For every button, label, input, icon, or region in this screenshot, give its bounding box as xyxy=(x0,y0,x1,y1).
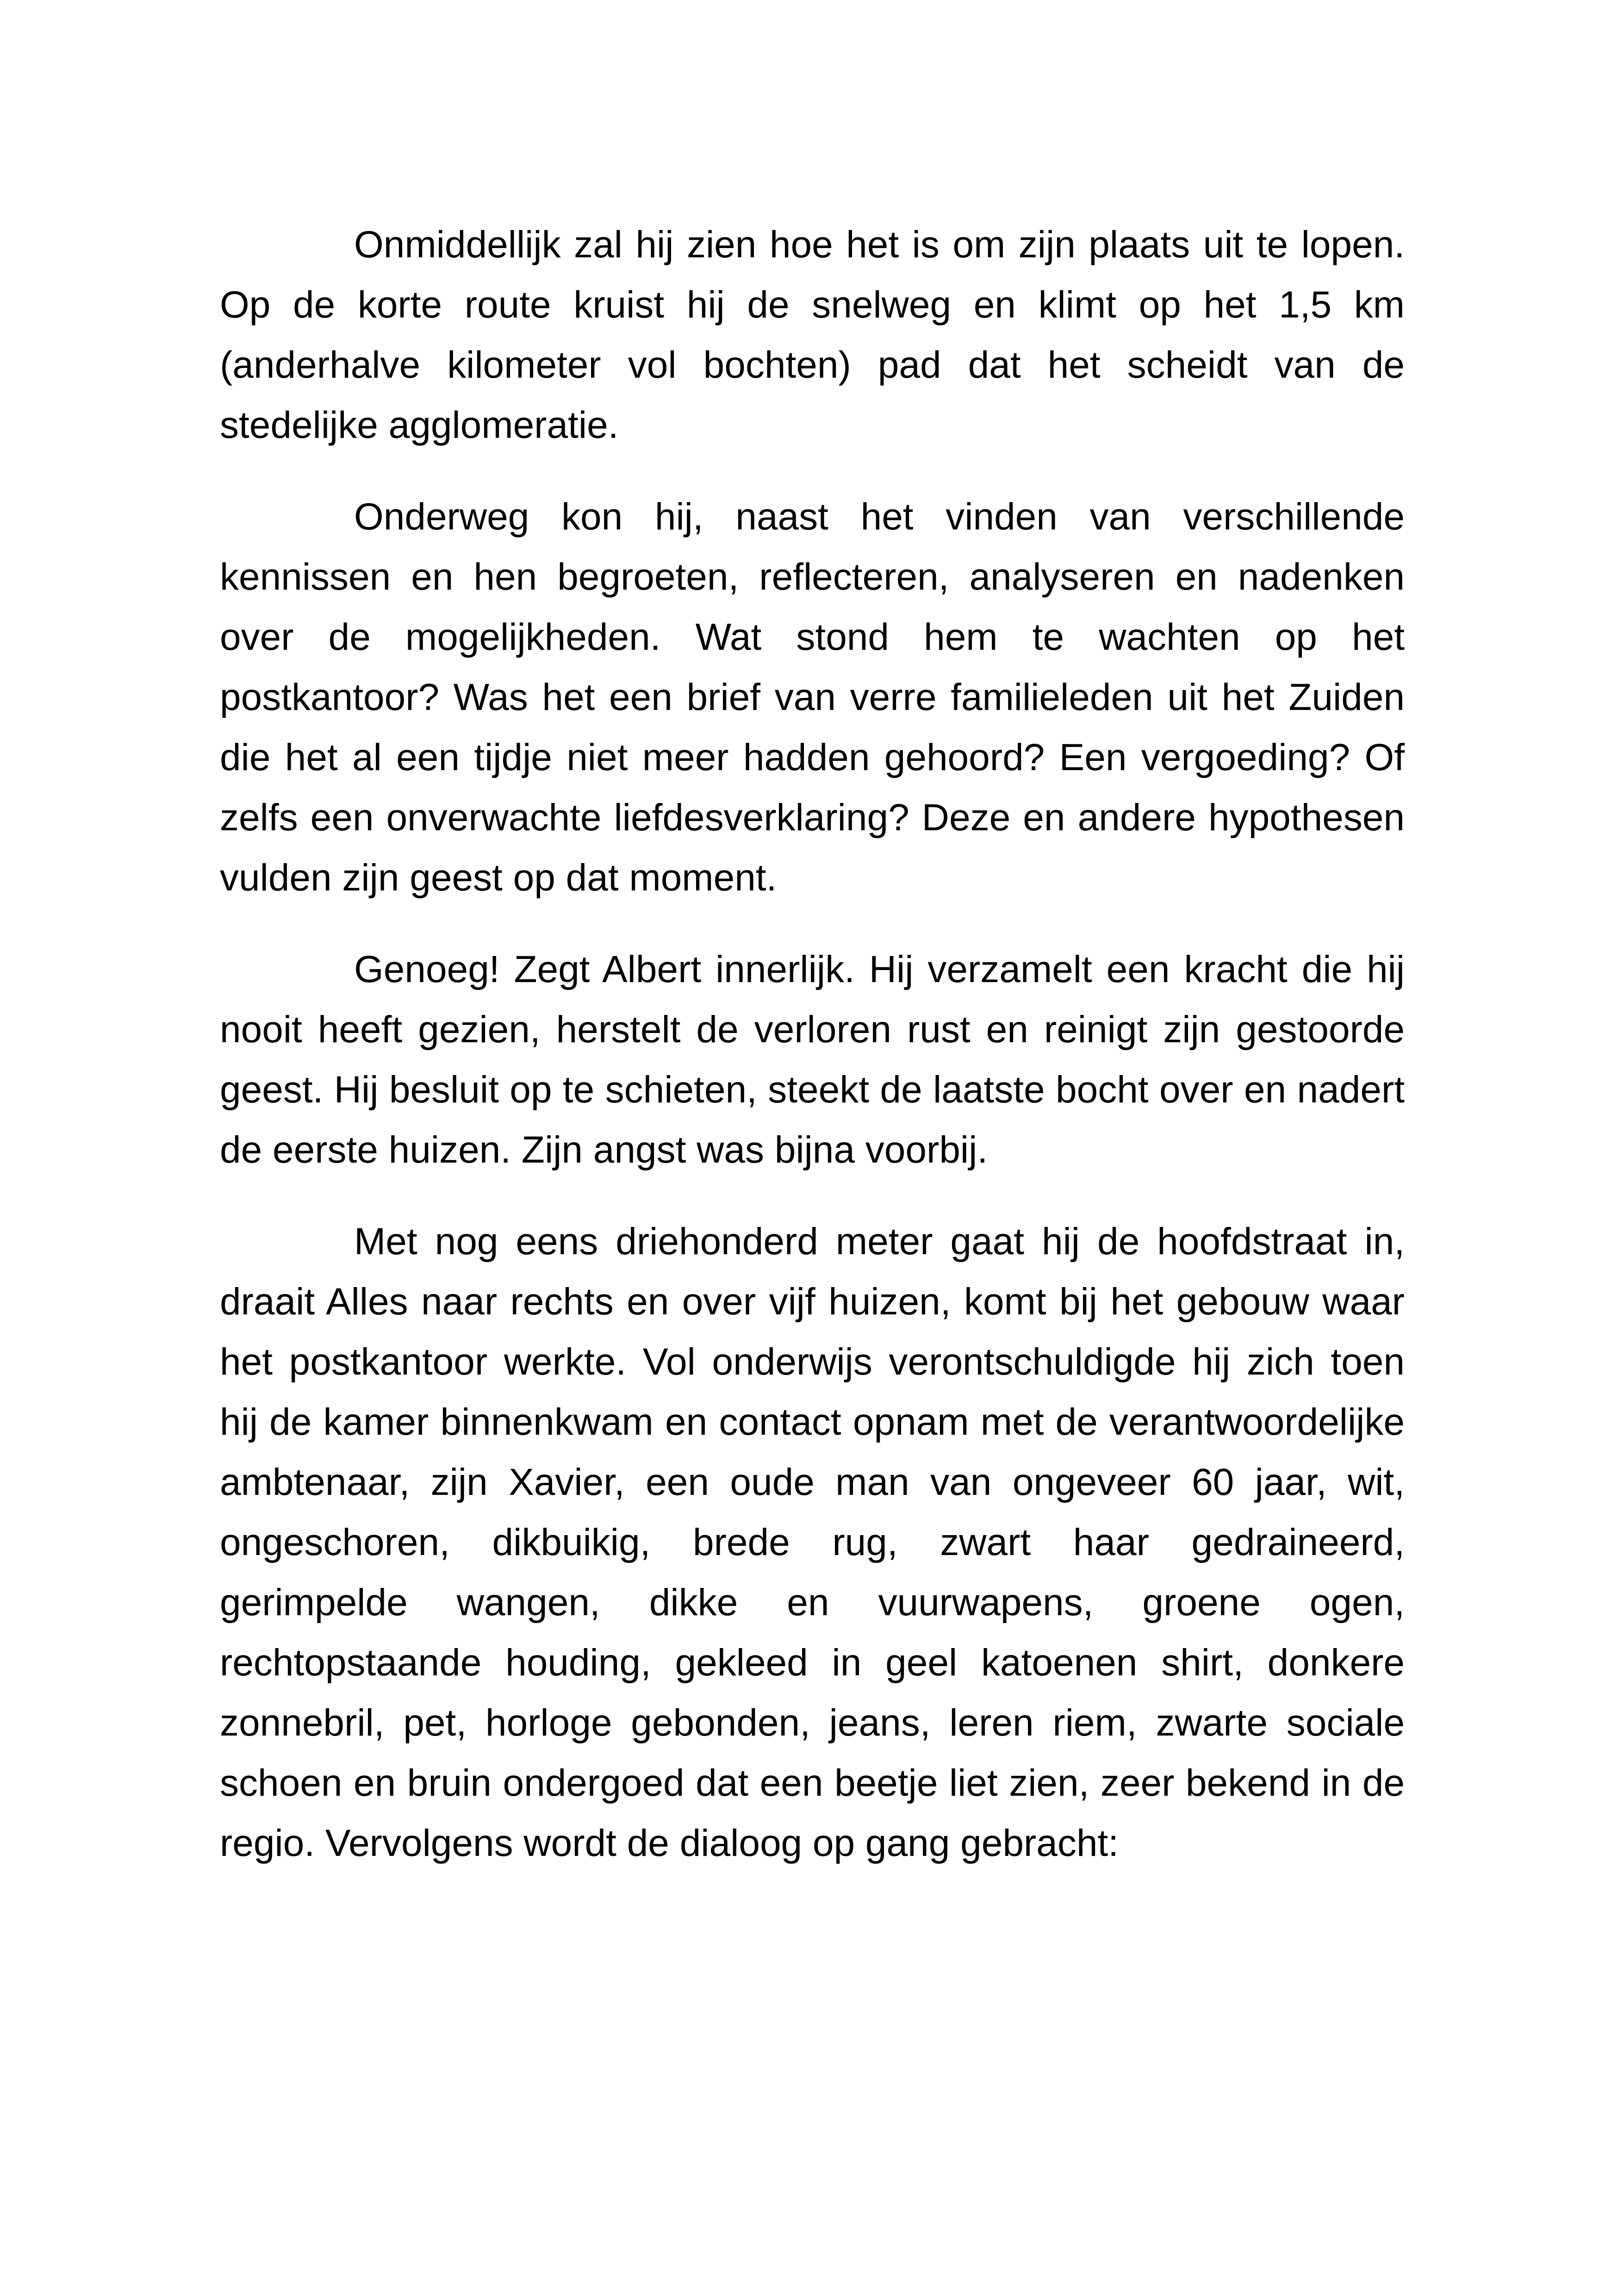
document-body xyxy=(220,215,1405,1873)
paragraph: Onmiddellijk zal hij zien hoe het is om zijn plaats uit te lopen. Op de korte route kruist hij de snelweg en klimt op het 1,5 km (anderhalve kilometer vol bochten) pad dat het scheidt van de stedelijke agglomeratie. xyxy=(220,224,1405,446)
paragraph: Genoeg! Zegt Albert innerlijk. Hij verzamelt een kracht die hij nooit heeft gezien, herstelt de verloren rust en reinigt zijn gestoorde geest. Hij besluit op te schieten, steekt de laatste bocht over en nadert de eerste huizen. Zijn angst was bijna voorbij. xyxy=(220,948,1405,1171)
paragraph: Onderweg kon hij, naast het vinden van verschillende kennissen en hen begroeten, reflecteren, analyseren en nadenken over de mogelijkheden. Wat stond hem te wachten op het postkantoor? Was het een brief van verre familieleden uit het Zuiden die het al een tijdje niet meer hadden gehoord? Een vergoeding? Of zelfs een onverwachte liefdesverklaring? Deze en andere hypothesen vulden zijn geest op dat moment. xyxy=(220,496,1405,899)
paragraph: Met nog eens driehonderd meter gaat hij de hoofdstraat in, draait Alles naar rechts en over vijf huizen, komt bij het gebouw waar het postkantoor werkte. Vol onderwijs verontschuldigde hij zich toen hij de kamer binnenkwam en contact opnam met de verantwoordelijke ambtenaar, zijn Xavier, een oude man van ongeveer 60 jaar, wit, ongeschoren, dikbuikig, brede rug, zwart haar gedraineerd, gerimpelde wangen, dikke en vuurwapens, groene ogen, rechtopstaande houding, gekleed in geel katoenen shirt, donkere zonnebril, pet, horloge gebonden, jeans, leren riem, zwarte sociale schoen en bruin ondergoed dat een beetje liet zien, zeer bekend in de regio. Vervolgens wordt de dialoog op gang gebracht: xyxy=(220,1220,1405,1864)
